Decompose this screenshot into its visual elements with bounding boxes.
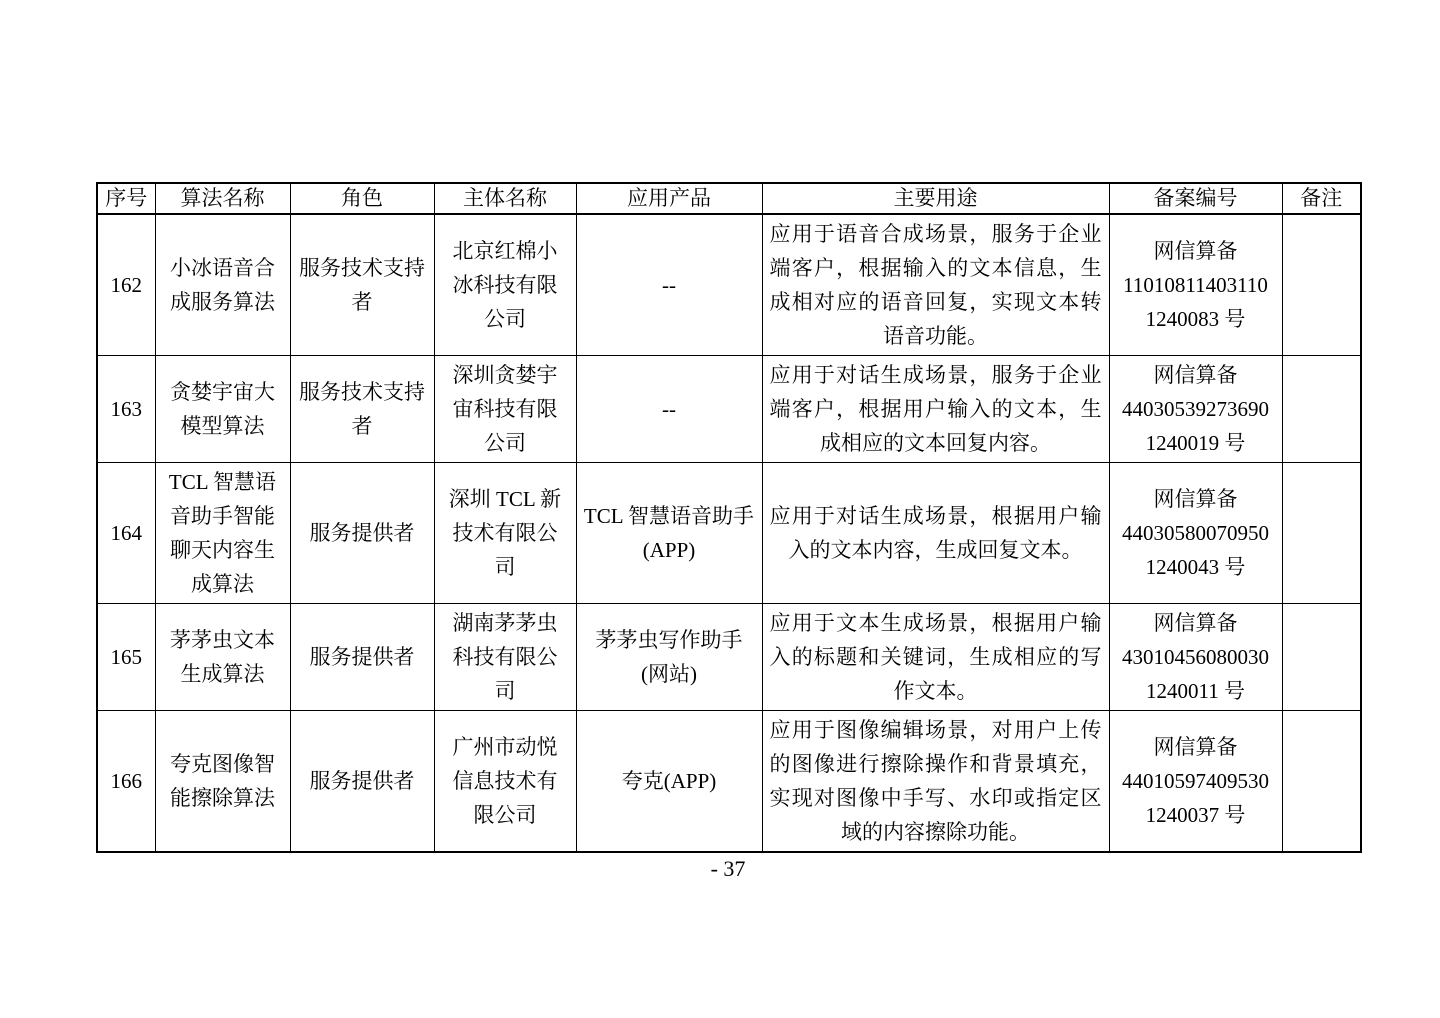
serial-cell: 165 bbox=[97, 604, 155, 711]
product-cell bbox=[576, 214, 762, 356]
purpose-cell: 应用于对话生成场景，服务于企业端客户，根据用户输入的文本，生成相应的文本回复内容。 bbox=[762, 356, 1109, 463]
table-row bbox=[97, 604, 1361, 711]
role-cell: 服务技术支持者 bbox=[290, 356, 434, 463]
table-row bbox=[97, 214, 1361, 356]
filing-line: 网信算备 bbox=[1153, 239, 1238, 263]
algorithm-name-cell: 茅茅虫文本生成算法 bbox=[155, 604, 290, 711]
algorithm-filing-table bbox=[96, 182, 1362, 853]
purpose-cell: 应用于对话生成场景，根据用户输入的文本内容，生成回复文本。 bbox=[762, 463, 1109, 604]
serial-cell: 164 bbox=[97, 463, 155, 604]
remark-cell bbox=[1282, 463, 1361, 604]
header-role: 角色 bbox=[290, 183, 434, 214]
filing-line: 44030580070950 bbox=[1122, 521, 1269, 545]
product-cell bbox=[576, 711, 762, 853]
page-number: - 37 bbox=[710, 856, 746, 881]
product-line: -- bbox=[662, 273, 676, 297]
table-row bbox=[97, 463, 1361, 604]
filing-line: 44030539273690 bbox=[1122, 397, 1269, 421]
header-filing-number: 备案编号 bbox=[1109, 183, 1282, 214]
filing-line: 11010811403110 bbox=[1123, 273, 1268, 297]
remark-cell bbox=[1282, 711, 1361, 853]
filing-line: 44010597409530 bbox=[1122, 769, 1269, 793]
filing-number-cell bbox=[1109, 214, 1282, 356]
remark-cell bbox=[1282, 214, 1361, 356]
product-line: (APP) bbox=[642, 538, 696, 562]
filing-number-cell bbox=[1109, 711, 1282, 853]
filing-number-cell bbox=[1109, 604, 1282, 711]
product-cell bbox=[576, 356, 762, 463]
table-header-row bbox=[97, 183, 1361, 214]
role-cell: 服务技术支持者 bbox=[290, 214, 434, 356]
product-line: 茅茅虫写作助手 bbox=[595, 628, 743, 652]
filing-line: 网信算备 bbox=[1153, 735, 1238, 759]
table-row bbox=[97, 711, 1361, 853]
entity-name-cell: 深圳 TCL 新技术有限公司 bbox=[434, 463, 576, 604]
header-entity-name: 主体名称 bbox=[434, 183, 576, 214]
role-cell: 服务提供者 bbox=[290, 604, 434, 711]
product-line: (网站) bbox=[641, 662, 697, 686]
serial-cell: 163 bbox=[97, 356, 155, 463]
entity-name-cell: 北京红棉小冰科技有限公司 bbox=[434, 214, 576, 356]
purpose-cell: 应用于图像编辑场景，对用户上传的图像进行擦除操作和背景填充，实现对图像中手写、水印或指定区域的内容擦除功能。 bbox=[762, 711, 1109, 853]
filing-line: 1240019 号 bbox=[1145, 431, 1246, 455]
filing-line: 1240011 号 bbox=[1146, 679, 1245, 703]
product-line: 夸克(APP) bbox=[621, 769, 717, 793]
filing-line: 网信算备 bbox=[1153, 363, 1238, 387]
algorithm-name-cell: TCL 智慧语音助手智能聊天内容生成算法 bbox=[155, 463, 290, 604]
header-remark: 备注 bbox=[1282, 183, 1361, 214]
product-line: -- bbox=[662, 397, 676, 421]
filing-number-cell bbox=[1109, 463, 1282, 604]
product-line: TCL 智慧语音助手 bbox=[583, 504, 755, 528]
header-algorithm-name: 算法名称 bbox=[155, 183, 290, 214]
filing-line: 43010456080030 bbox=[1122, 645, 1269, 669]
header-serial: 序号 bbox=[97, 183, 155, 214]
entity-name-cell: 深圳贪婪宇宙科技有限公司 bbox=[434, 356, 576, 463]
remark-cell bbox=[1282, 356, 1361, 463]
algorithm-name-cell: 夸克图像智能擦除算法 bbox=[155, 711, 290, 853]
table-row bbox=[97, 356, 1361, 463]
entity-name-cell: 广州市动悦信息技术有限公司 bbox=[434, 711, 576, 853]
filing-line: 1240037 号 bbox=[1145, 803, 1246, 827]
product-cell bbox=[576, 463, 762, 604]
purpose-cell: 应用于文本生成场景，根据用户输入的标题和关键词，生成相应的写作文本。 bbox=[762, 604, 1109, 711]
filing-number-cell bbox=[1109, 356, 1282, 463]
role-cell: 服务提供者 bbox=[290, 711, 434, 853]
role-cell: 服务提供者 bbox=[290, 463, 434, 604]
header-purpose: 主要用途 bbox=[762, 183, 1109, 214]
serial-cell: 162 bbox=[97, 214, 155, 356]
remark-cell bbox=[1282, 604, 1361, 711]
algorithm-name-cell: 贪婪宇宙大模型算法 bbox=[155, 356, 290, 463]
entity-name-cell: 湖南茅茅虫科技有限公司 bbox=[434, 604, 576, 711]
product-cell bbox=[576, 604, 762, 711]
filing-line: 网信算备 bbox=[1153, 611, 1238, 635]
filing-line: 1240043 号 bbox=[1145, 555, 1246, 579]
header-product: 应用产品 bbox=[576, 183, 762, 214]
algorithm-name-cell: 小冰语音合成服务算法 bbox=[155, 214, 290, 356]
purpose-cell: 应用于语音合成场景，服务于企业端客户，根据输入的文本信息，生成相对应的语音回复，实现文本转语音功能。 bbox=[762, 214, 1109, 356]
serial-cell: 166 bbox=[97, 711, 155, 853]
filing-line: 网信算备 bbox=[1153, 487, 1238, 511]
filing-line: 1240083 号 bbox=[1145, 307, 1246, 331]
